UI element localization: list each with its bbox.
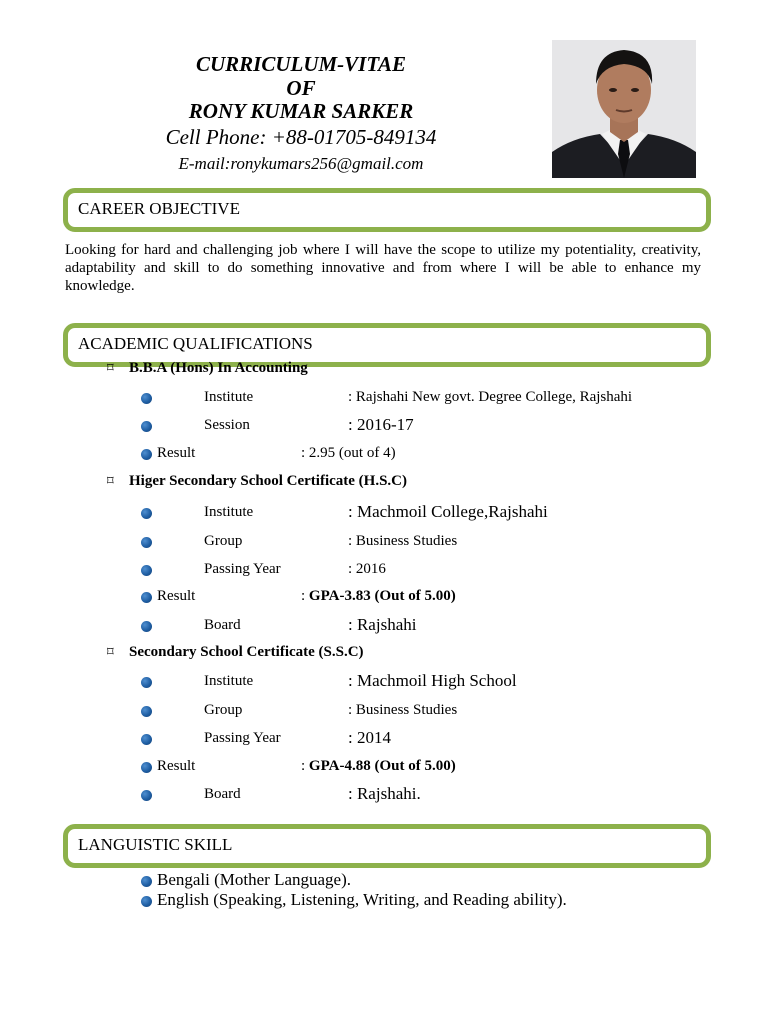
language-item: Bengali (Mother Language).: [157, 870, 352, 889]
field-label: Result: [157, 445, 196, 461]
field-label: Institute: [204, 504, 254, 520]
field-value: : Business Studies: [348, 702, 458, 718]
gpa-value: GPA-3.83 (Out of 5.00): [308, 588, 456, 604]
field-colon: :: [301, 588, 309, 604]
phone-number: Cell Phone: +88-01705-849134: [165, 125, 437, 149]
field-label: Passing Year: [204, 561, 281, 577]
field-value: : 2014: [348, 728, 391, 747]
field-value: : 2016: [348, 561, 386, 577]
field-label: Passing Year: [204, 730, 281, 746]
gpa-value: GPA-4.88 (Out of 5.00): [308, 758, 456, 774]
section-title: ACADEMIC QUALIFICATIONS: [78, 334, 313, 353]
blue-dot-icon: [141, 790, 152, 801]
field-value: : Rajshahi: [348, 615, 417, 634]
field-label: Board: [204, 786, 241, 802]
blue-dot-icon: [141, 393, 152, 404]
field-value: [301, 588, 456, 605]
email-address: E-mail:ronykumars256@gmail.com: [178, 154, 424, 173]
field-label: Group: [204, 702, 243, 718]
degree-title: Secondary School Certificate (S.S.C): [129, 644, 364, 660]
blue-dot-icon: [141, 565, 152, 576]
blue-dot-icon: [141, 449, 152, 460]
blue-dot-icon: [141, 762, 152, 773]
square-bullet-icon: ⌑: [107, 473, 114, 488]
degree-ssc: [107, 644, 364, 661]
field-label: Board: [204, 617, 241, 633]
degree-hsc: [107, 473, 407, 490]
candidate-name: RONY KUMAR SARKER: [188, 99, 414, 123]
blue-dot-icon: [141, 508, 152, 519]
blue-dot-icon: [141, 592, 152, 603]
blue-dot-icon: [141, 734, 152, 745]
career-objective-header: [63, 188, 711, 232]
field-colon: :: [301, 758, 309, 774]
language-item: English (Speaking, Listening, Writing, and Reading ability).: [157, 890, 567, 909]
field-value: : 2016-17: [348, 415, 414, 434]
field-value: : Rajshahi New govt. Degree College, Rajshahi: [348, 389, 633, 405]
field-label: Result: [157, 758, 196, 774]
square-bullet-icon: ⌑: [107, 644, 114, 659]
degree-bba: [107, 360, 308, 377]
field-value: : Machmoil College,Rajshahi: [348, 502, 548, 521]
blue-dot-icon: [141, 876, 152, 887]
degree-title: B.B.A (Hons) In Accounting: [129, 360, 308, 376]
field-label: Institute: [204, 673, 254, 689]
section-title: LANGUISTIC SKILL: [78, 835, 233, 854]
field-label: Result: [157, 588, 196, 604]
field-value: : 2.95 (out of 4): [301, 445, 396, 461]
field-value: : Machmoil High School: [348, 671, 517, 690]
field-value: [301, 758, 456, 775]
cv-title: CURRICULUM-VITAE: [195, 52, 407, 76]
objective-text: Looking for hard and challenging job where I will have the scope to utilize my potentiality, creativity, adaptability and skill to do something innovative and from where I will be able to enhance my knowledge.: [65, 242, 701, 294]
profile-photo: [552, 40, 696, 178]
language-skill-header: [63, 824, 711, 868]
cv-title-of: OF: [286, 76, 316, 100]
section-title: CAREER OBJECTIVE: [78, 199, 240, 218]
field-value: : Rajshahi.: [348, 784, 421, 803]
blue-dot-icon: [141, 421, 152, 432]
field-label: Institute: [204, 389, 254, 405]
blue-dot-icon: [141, 621, 152, 632]
field-label: Session: [204, 417, 250, 433]
field-value: : Business Studies: [348, 533, 458, 549]
blue-dot-icon: [141, 677, 152, 688]
square-bullet-icon: ⌑: [107, 360, 114, 375]
blue-dot-icon: [141, 537, 152, 548]
blue-dot-icon: [141, 896, 152, 907]
degree-title: Higer Secondary School Certificate (H.S.C): [129, 473, 408, 489]
blue-dot-icon: [141, 706, 152, 717]
field-label: Group: [204, 533, 243, 549]
